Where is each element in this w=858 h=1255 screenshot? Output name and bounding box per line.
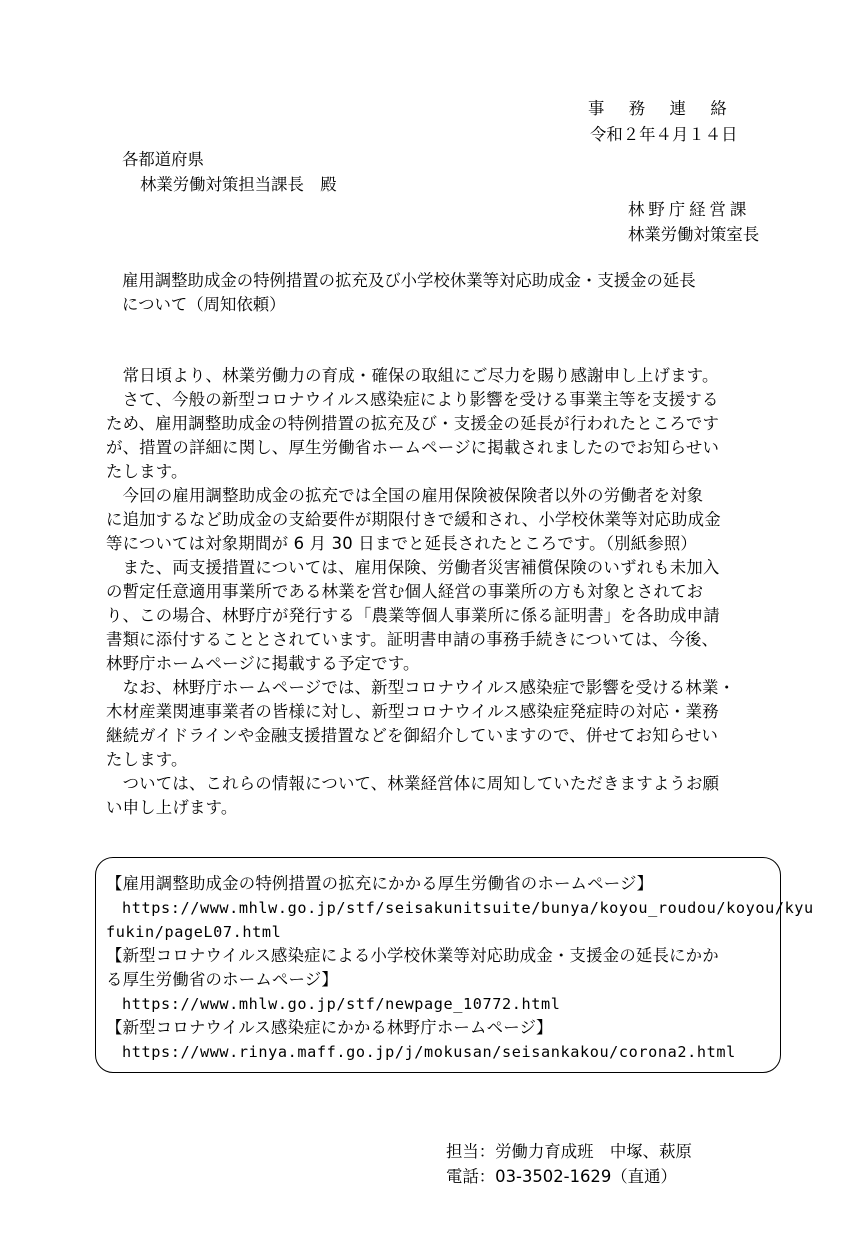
body-line: の暫定任意適用事業所である林業を営む個人経営の事業所の方も対象とされてお — [106, 582, 704, 601]
body-line: に追加するなど助成金の支給要件が期限付きで緩和され、小学校休業等対応助成金 — [106, 510, 721, 529]
body-line: また、両支援措置については、雇用保険、労働者災害補償保険のいずれも未加入 — [106, 558, 720, 577]
recipient-title: 林業労働対策担当課長 殿 — [140, 175, 337, 194]
link-heading-mhlw-school: 【新型コロナウイルス感染症による小学校休業等対応助成金・支援金の延長にかか — [106, 946, 719, 965]
body-text — [106, 364, 786, 820]
subject-line-2: について（周知依頼） — [122, 295, 286, 314]
body-line: 木材産業関連事業者の皆様に対し、新型コロナウイルス感染症発症時の対応・業務 — [106, 702, 719, 721]
body-line: 継続ガイドラインや金融支援措置などを御紹介していますので、併せてお知らせい — [106, 726, 719, 745]
sender-department: 林野庁経営課 — [628, 200, 751, 219]
link-heading-mhlw-school-continued: る厚生労働省のホームページ】 — [106, 970, 338, 989]
body-line: ため、雇用調整助成金の特例措置の拡充及び・支援金の延長が行われたところです — [106, 414, 720, 433]
body-line: が、措置の詳細に関し、厚生労働省ホームページに掲載されましたのでお知らせい — [106, 438, 720, 457]
body-line: 常日頃より、林業労働力の育成・確保の取組にご尽力を賜り感謝申し上げます。 — [106, 366, 719, 385]
body-line: 等については対象期間が 6 月 30 日までと延長されたところです。（別紙参照） — [106, 534, 698, 553]
body-line: ついては、これらの情報について、林業経営体に周知していただきますようお願 — [106, 774, 720, 793]
body-line: 今回の雇用調整助成金の拡充では全国の雇用保険被保険者以外の労働者を対象 — [106, 486, 704, 505]
recipient-org: 各都道府県 — [122, 150, 204, 169]
document-date: 令和２年４月１４日 — [590, 125, 738, 144]
link-heading-mhlw-koyou: 【雇用調整助成金の特例措置の拡充にかかる厚生労働省のホームページ】 — [106, 874, 654, 893]
contact-phone: 電話：03-3502-1629（直通） — [446, 1167, 677, 1186]
link-url-mhlw-koyou[interactable]: https://www.mhlw.go.jp/stf/seisakunitsuite/bunya/koyou_roudou/koyou/kyu — [122, 899, 814, 917]
body-line: たします。 — [106, 462, 188, 481]
body-line: り、この場合、林野庁が発行する「農業等個人事業所に係る証明書」を各助成申請 — [106, 606, 720, 625]
reference-links — [106, 872, 814, 1064]
contact-person: 担当：労働力育成班 中塚、萩原 — [446, 1142, 692, 1161]
document-type: 事 務 連 絡 — [588, 99, 731, 118]
body-line: たします。 — [106, 750, 188, 769]
subject-line-1: 雇用調整助成金の特例措置の拡充及び小学校休業等対応助成金・支援金の延長 — [122, 271, 696, 290]
link-heading-rinya: 【新型コロナウイルス感染症にかかる林野庁ホームページ】 — [106, 1018, 553, 1037]
body-line: さて、今般の新型コロナウイルス感染症により影響を受ける事業主等を支援する — [106, 390, 719, 409]
link-url-mhlw-school[interactable]: https://www.mhlw.go.jp/stf/newpage_10772.html — [122, 995, 561, 1013]
link-url-rinya[interactable]: https://www.rinya.maff.go.jp/j/mokusan/seisankakou/corona2.html — [122, 1043, 736, 1061]
sender-title: 林業労働対策室長 — [628, 225, 760, 244]
body-line: い申し上げます。 — [106, 798, 238, 817]
body-line: なお、林野庁ホームページでは、新型コロナウイルス感染症で影響を受ける林業・ — [106, 678, 736, 697]
body-line: 林野庁ホームページに掲載する予定です。 — [106, 654, 420, 673]
body-line: 書類に添付することとされています。証明書申請の事務手続きについては、今後、 — [106, 630, 719, 649]
link-url-mhlw-koyou-continued[interactable]: fukin/pageL07.html — [106, 923, 282, 941]
